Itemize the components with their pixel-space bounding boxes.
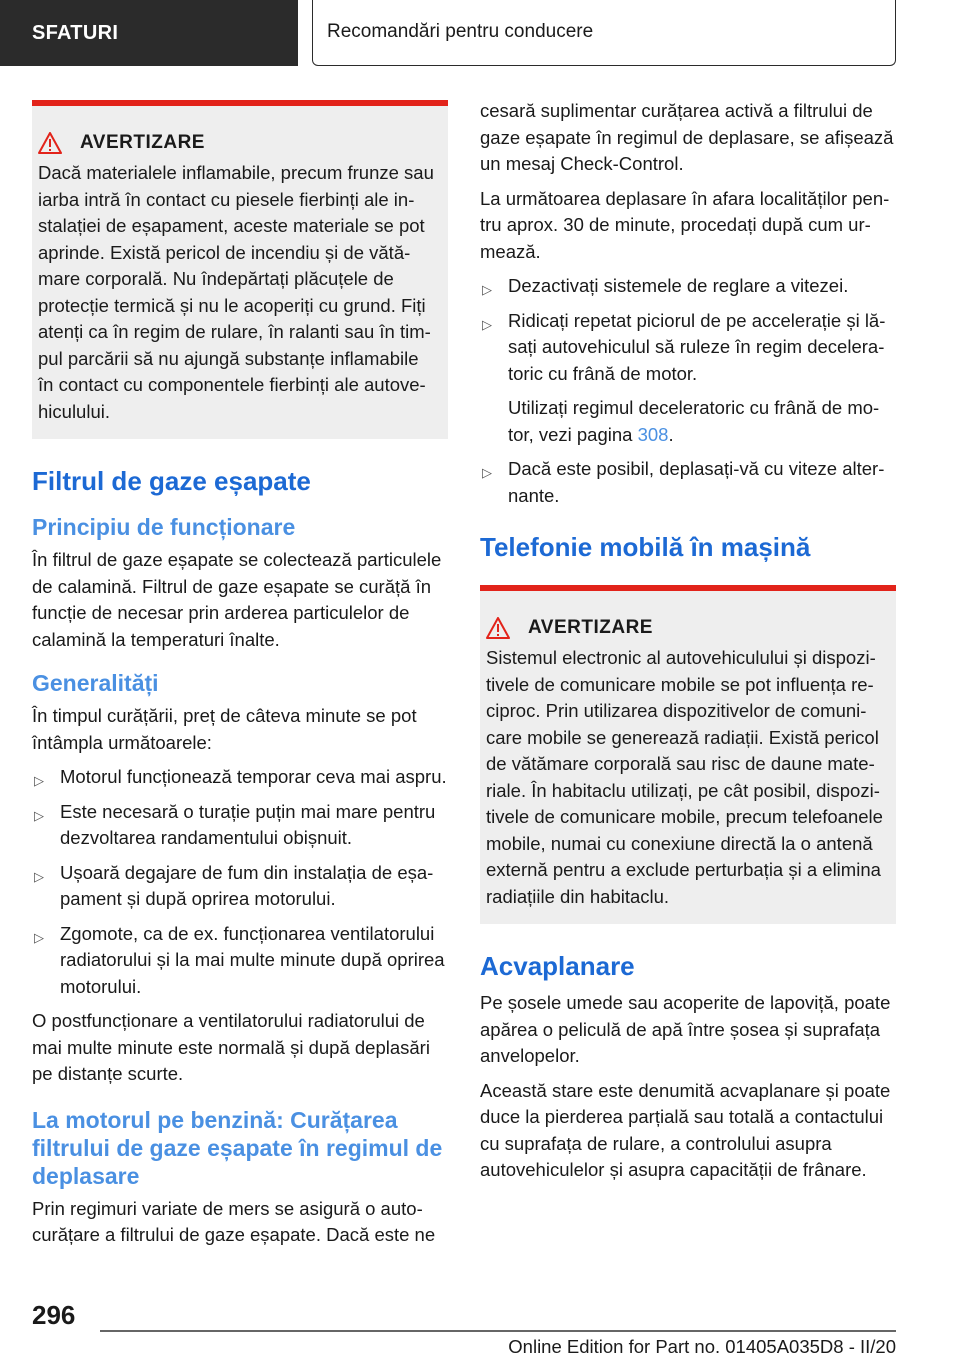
- warning-text: Dacă materialele inflamabile, precum frunze sau iarba intră în contact cu piesele fierbinți ale instalației de eșapament, aceste materiale se pot aprinde. Există pericol de incendiu și de vătămare corporală. Nu îndepărtați plăcuțele de protecție termică și nu le acoperiți cu grund. Fiți atenți ca în regim de rulare, în ralanti sau în timpul parcării să nu ajungă substanțe inflamabile în contact cu componentele fierbinți ale autovehiculului.: [38, 162, 434, 422]
- bullet-triangle-icon: ▷: [482, 465, 492, 480]
- paragraph-postfunctionare: O postfuncționare a ventilatorului radiatorului de mai multe minute este normală și după deplasări pe distanțe scurte.: [32, 1010, 430, 1084]
- heading-acvaplanare: Acvaplanare: [480, 951, 635, 981]
- list-item: ▷ Zgomote, ca de ex. funcționarea ventilatorului radiatorului și la mai multe minute după oprirea motorului.: [34, 922, 445, 997]
- chapter-title: Recomandări pentru conducere: [312, 0, 896, 66]
- bullet-triangle-icon: ▷: [482, 282, 492, 297]
- paragraph-continuation: cesară suplimentar curățarea activă a filtrului de gaze eșapate în regimul de deplasare, se afișează un mesaj Check-Control.: [480, 100, 894, 174]
- list-item: ▷ Motorul funcționează temporar ceva mai aspru.: [32, 764, 448, 791]
- heading-filtru: Filtrul de gaze eșapate: [32, 466, 311, 496]
- list-item: ▷ Ridicați repetat piciorul de pe accelerație și lăsați autovehiculul să ruleze în regim deceleratoric cu frână de motor. Utilizați regimul deceleratoric cu frână de motor, vezi pagina 308.: [480, 308, 896, 449]
- bullet-list-cleaning: [32, 764, 448, 1000]
- heading-generalitati: Generalități: [32, 670, 159, 696]
- bullet-triangle-icon: ▷: [34, 773, 44, 788]
- warning-triangle-icon: [486, 617, 510, 639]
- list-item: ▷ Dacă este posibil, deplasați-vă cu viteze alternante.: [482, 458, 885, 506]
- edition-label: Online Edition for Part no. 01405A035D8 - II/20: [508, 1336, 896, 1357]
- footer-divider: [100, 1330, 896, 1332]
- bullet-list-steps: [480, 273, 896, 509]
- paragraph-aqua-2: Această stare este denumită acvaplanare și poate duce la pierderea parțială sau totală a contactului cu suprafața de rulare, a controlului asupra autovehiculelor și asupra capacității de frânare.: [480, 1079, 891, 1180]
- page-reference-link[interactable]: 308: [637, 423, 669, 445]
- warning-box-mobile: [480, 585, 896, 924]
- warning-text: Sistemul electronic al autovehiculului și dispozitivele de comunicare mobile se pot influența reciproc. Prin utilizarea dispozitivelor de comunicare mobile se generează radiații. Există pericol de vătămare corporală sau risc de daune materiale. În habitaclu utilizați, pe cât posibil, dispozitivele de comunicare mobile, precum telefoanele mobile, numai cu conexiune directă la o antenă externă pentru a exclude perturbația și a elimina radiațiile din habitaclu.: [486, 647, 883, 907]
- right-column: [480, 98, 896, 1192]
- bullet-triangle-icon: ▷: [34, 868, 44, 884]
- paragraph-principiu: În filtrul de gaze eșapate se colectează particulele de calamină. Filtrul de gaze eșapate se curăță în funcție de necesar prin arderea particulelor de calamină la temperaturi înalte.: [32, 549, 442, 650]
- paragraph-benzina: Prin regimuri variate de mers se asigură o autocurățare a filtrului de gaze eșapate. Dacă este ne: [32, 1197, 436, 1245]
- heading-telefonie: Telefonie mobilă în mașină: [480, 532, 811, 562]
- list-item: ▷ Ușoară degajare de fum din instalația de eșapament și după oprirea motorului.: [34, 861, 434, 909]
- heading-principiu: Principiu de funcționare: [32, 514, 296, 540]
- bullet-triangle-icon: ▷: [482, 316, 492, 332]
- page-footer: [0, 1300, 960, 1362]
- left-column: [32, 100, 448, 1257]
- list-item-subtext: Utilizați regimul deceleratoric cu frână de motor, vezi pagina 308.: [508, 397, 880, 445]
- page-number: 296: [32, 1300, 76, 1330]
- warning-title: AVERTIZARE: [528, 617, 653, 638]
- bullet-triangle-icon: ▷: [34, 807, 44, 823]
- warning-header: [80, 132, 438, 154]
- warning-box-fire: [32, 100, 448, 439]
- page-header: [0, 0, 960, 66]
- warning-triangle-icon: [38, 132, 62, 154]
- list-item: ▷ Este necesară o turație puțin mai mare pentru dezvoltarea randamentului obișnuit.: [34, 800, 436, 848]
- paragraph-generalitati: În timpul curățării, preț de câteva minute se pot întâmpla următoarele:: [32, 705, 417, 753]
- list-item: ▷ Dezactivați sistemele de reglare a vitezei.: [480, 273, 896, 300]
- section-tab: SFATURI: [0, 0, 298, 66]
- warning-header: [528, 617, 886, 639]
- heading-benzina: La motorul pe benzină: Curățarea filtrului de gaze eșapate în regimul de deplasare: [32, 1106, 443, 1189]
- paragraph-next-drive: La următoarea deplasare în afara localităților pentru aprox. 30 de minute, procedați după cum urmează.: [480, 187, 890, 262]
- bullet-triangle-icon: ▷: [34, 929, 44, 945]
- paragraph-aqua-1: Pe șosele umede sau acoperite de lapoviță, poate apărea o peliculă de apă între șosea și suprafața anvelopelor.: [480, 992, 891, 1066]
- warning-title: AVERTIZARE: [80, 132, 205, 153]
